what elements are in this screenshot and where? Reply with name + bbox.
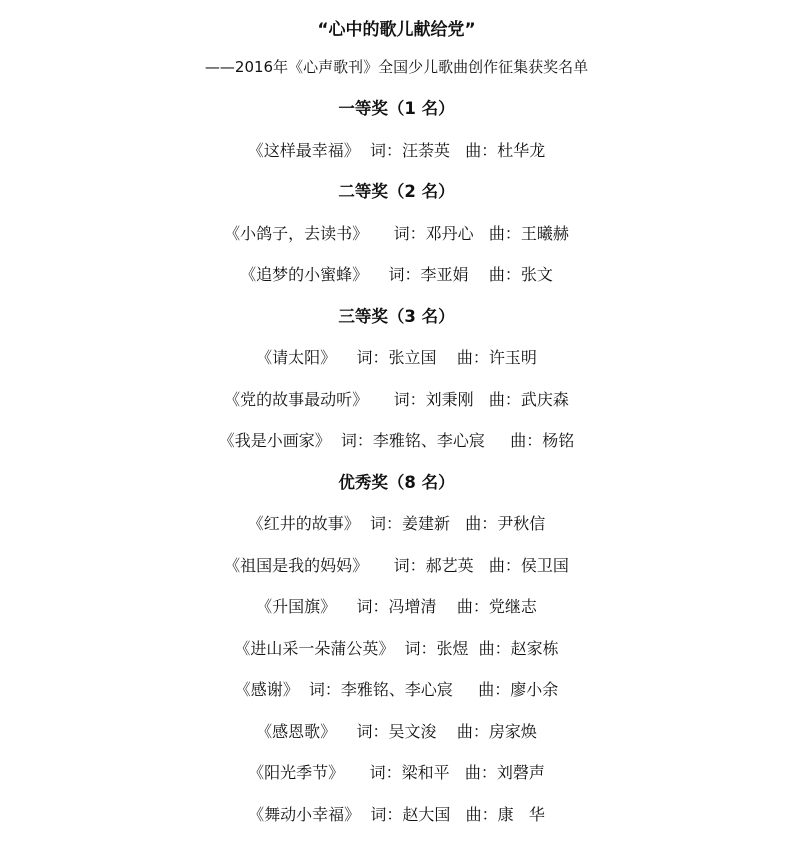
section-heading-first-prize: 一等奖（1 名） [338, 99, 455, 118]
section-heading-excellence-prize: 优秀奖（8 名） [338, 472, 455, 492]
award-entry: 《阳光季节》 词：梁和平 曲：刘磬声 [248, 763, 545, 782]
award-entry: 《党的故事最动听》 词：刘秉刚 曲：武庆森 [224, 389, 569, 409]
award-entry: 《追梦的小蜜蜂》 词：李亚娟 曲：张文 [240, 265, 553, 284]
award-entry: 《祖国是我的妈妈》 词：郝艺英 曲：侯卫国 [224, 555, 569, 575]
award-entry: 《小鸽子，去读书》 词：邓丹心 曲：王曦赫 [224, 223, 569, 243]
section-heading-third-prize: 三等奖（3 名） [338, 306, 455, 326]
award-list-document [0, 14, 793, 835]
award-entry: 《舞动小幸福》 词：赵大国 曲：康 华 [248, 804, 545, 824]
award-entry: 《感恩歌》 词：吴文浚 曲：房家焕 [256, 721, 537, 741]
award-entry: 《请太阳》 词：张立国 曲：许玉明 [256, 348, 537, 367]
award-entry: 《红井的故事》 词：姜建新 曲：尹秋信 [247, 514, 546, 533]
award-entry: 《我是小画家》 词：李雅铭、李心宸 曲：杨铭 [218, 431, 575, 450]
award-entry: 《进山采一朵蒲公英》 词：张煜 曲：赵家栋 [234, 638, 559, 658]
award-entry: 《这样最幸福》 词：汪荼英 曲：杜华龙 [247, 140, 546, 160]
award-entry: 《感谢》 词：李雅铭、李心宸 曲：廖小余 [234, 680, 559, 699]
document-subtitle: ——2016年《心声歌刊》全国少儿歌曲创作征集获奖名单 [204, 58, 589, 76]
section-heading-second-prize: 二等奖（2 名） [338, 182, 455, 201]
award-entry: 《升国旗》 词：冯增清 曲：党继志 [256, 597, 537, 616]
document-title: “心中的歌儿献给党” [317, 20, 476, 40]
